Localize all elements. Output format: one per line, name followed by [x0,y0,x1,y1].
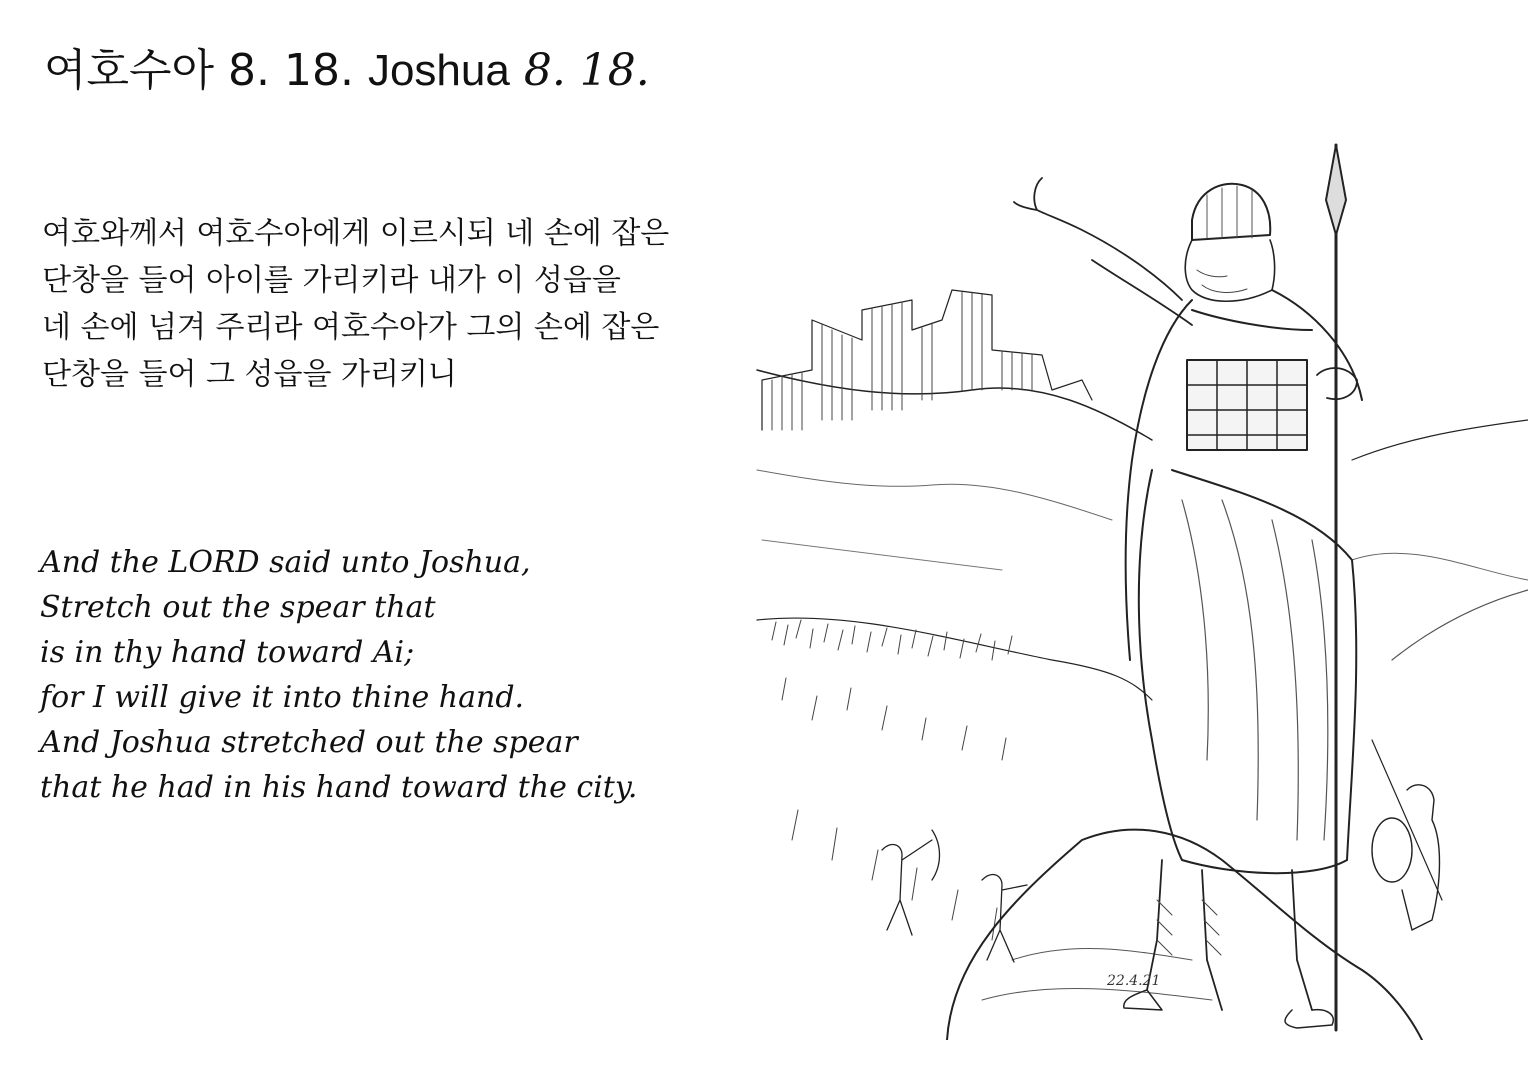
english-verse-text [40,540,637,810]
archers [882,830,1027,962]
joshua-sketch-illustration [752,140,1528,1040]
english-line: that he had in his hand toward the city. [40,770,638,805]
helmet [1192,184,1270,240]
raised-arm [1014,178,1192,325]
joshua-figure [1014,178,1362,1028]
army-crowd [772,620,1012,940]
korean-verse-text [42,210,669,398]
valley-outline [757,618,1152,700]
english-line: Stretch out the spear that [40,590,436,625]
title-english-book: Joshua [367,46,510,95]
cloak [1126,290,1362,660]
korean-line: 단창을 들어 그 성읍을 가리키니 [42,357,457,392]
english-line: for I will give it into thine hand. [40,680,525,715]
city-walls [762,290,1092,430]
artist-signature: 22.4.21 [1107,973,1161,989]
english-line: is in thy hand toward Ai; [40,635,415,670]
title-korean-ref: 여호수아 8. 18. [44,45,354,96]
korean-line: 여호와께서 여호수아에게 이르시되 네 손에 잡은 [42,216,670,251]
hill-outline [757,370,1152,440]
soldier-right [1372,740,1442,930]
robe [1139,470,1356,873]
page-title [44,34,650,98]
korean-line: 네 손에 넘겨 주리라 여호수아가 그의 손에 잡은 [42,310,660,345]
spear [1326,145,1346,1030]
english-line: And Joshua stretched out the spear [40,725,578,760]
english-line: And the LORD said unto Joshua, [40,545,531,580]
korean-line: 단창을 들어 아이를 가리키라 내가 이 성읍을 [42,263,621,298]
title-english-ref: 8. 18. [523,45,650,96]
